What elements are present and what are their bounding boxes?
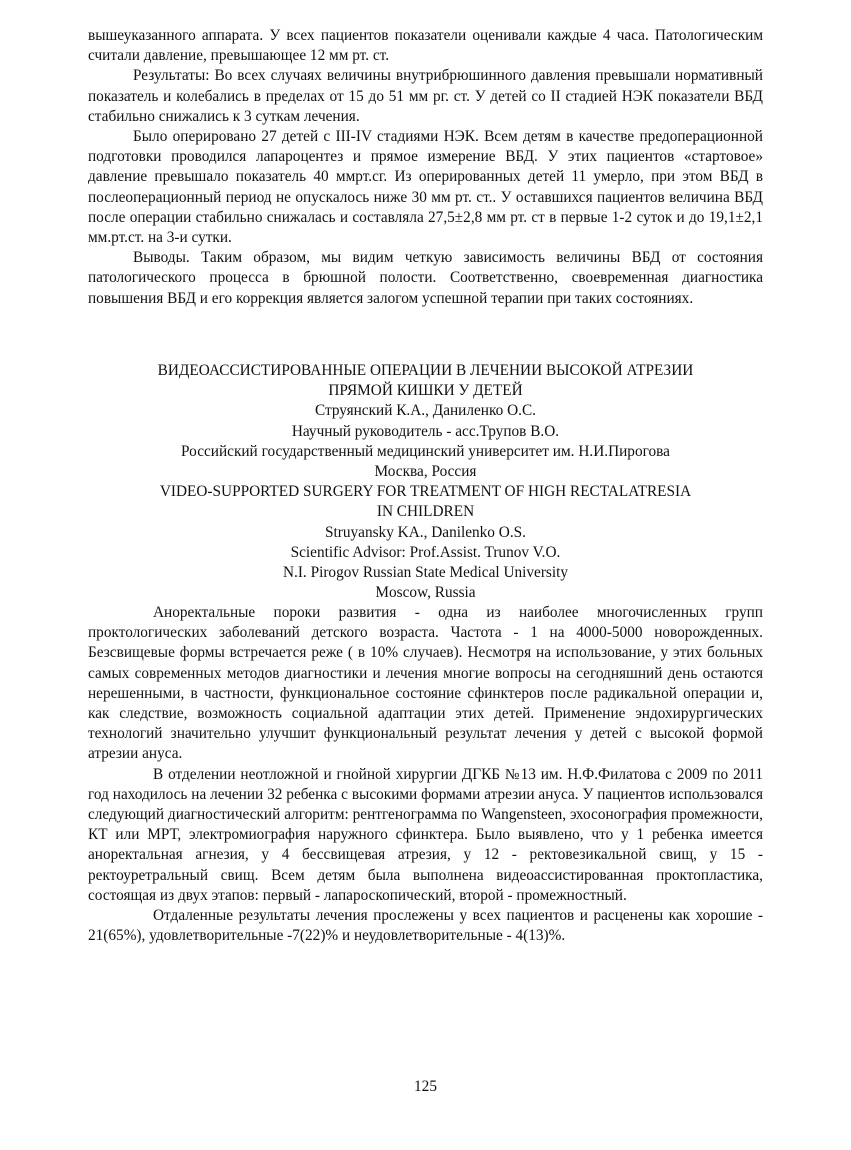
title-en-line-1: VIDEO-SUPPORTED SURGERY FOR TREATMENT OF HIGH RECTALATRESIA <box>159 483 692 501</box>
university-en: N.I. Pirogov Russian State Medical University <box>282 564 569 582</box>
authors-en: Struyansky KA., Danilenko O.S. <box>325 523 526 541</box>
paragraph-conclusions: Выводы. Таким образом, мы видим четкую зависимость величины ВБД от состояния патологического процесса в брюшной полости. Соответственно, своевременная диагностика повышения ВБД и его коррекция является залогом успешной терапии при таких состояниях. <box>88 249 763 307</box>
title-ru-line-1: ВИДЕОАССИСТИРОВАННЫЕ ОПЕРАЦИИ В ЛЕЧЕНИИ ВЫСОКОЙ АТРЕЗИИ <box>157 362 694 379</box>
advisor-ru: Научный руководитель - асс.Трупов В.О. <box>291 422 560 440</box>
paragraph-results: Результаты: Во всех случаях величины внутрибрюшинного давления превышали нормативный показатель и колебались в пределах от 15 до 51 мм рг. ст. У детей со II стадией НЭК показатели ВБД стабильно снижались к 3 суткам лечения. <box>88 67 763 125</box>
article-header <box>88 361 763 603</box>
article-body <box>88 603 763 946</box>
paragraph-outcomes: Отдаленные результаты лечения прослежены у всех пациентов и расценены как хорошие - 21(65%), удовлетворительные -7(22)% и неудовлетворительные - 4(13)%. <box>88 907 763 945</box>
title-en-line-2: IN CHILDREN <box>376 503 475 521</box>
paragraph-patients: В отделении неотложной и гнойной хирургии ДГКБ №13 им. Н.Ф.Филатова с 2009 по 2011 год находилось на лечении 32 ребенка с высокими формами атрезии ануса. У пациентов использовался следующий диагностический алгоритм: рентгенограмма по Wangensteen, эхосонография промежности, КТ или МРТ, электромиография наружного сфинктера. Было выявлено, что у 1 ребенка имеется аноректальная агнезия, у 4 бессвищевая атрезия, у 12 - ректовезикальной свищ, у 15 - ректоуретральный свищ. Всем детям была выполнена видеоассистированная проктопластика, состоящая из двух этапов: первый - лапароскопический, второй - промежностный. <box>88 765 763 904</box>
paragraph-surgery: Было оперировано 27 детей с III-IV стадиями НЭК. Всем детям в качестве предоперационной подготовки проводился лапароцентез и прямое измерение ВБД. У этих пациентов «стартовое» давление превышало показатель 40 ммрт.сг. Из оперированных детей 11 умерло, при этом ВБД в послеоперационный период не опускалось ниже 30 мм рт. ст.. У оставшихся пациентов величина ВБД после операции стабильно снижалась и составляла 27,5±2,8 мм рт. ст в первые 1-2 суток и до 19,1±2,1 мм.рт.ст. на 3-и сутки. <box>88 128 763 247</box>
paragraph-methods-end: вышеуказанного аппарата. У всех пациентов показатели оценивали каждые 4 часа. Патологическим считали давление, превышающее 12 мм рт. ст. <box>88 27 763 65</box>
city-ru: Москва, Россия <box>374 463 477 481</box>
title-ru-line-2: ПРЯМОЙ КИШКИ У ДЕТЕЙ <box>328 382 523 400</box>
article-title-en <box>88 482 763 522</box>
university-ru: Российский государственный медицинский университет им. Н.И.Пирогова <box>181 442 670 460</box>
page-number: 125 <box>414 1078 437 1095</box>
advisor-en: Scientific Advisor: Prof.Assist. Trunov V.O. <box>290 543 561 561</box>
paragraph-intro: Аноректальные пороки развития - одна из наиболее многочисленных групп проктологических заболеваний детского возраста. Частота - 1 на 4000-5000 новорожденных. Безсвищевые формы встречается реже ( в 10% случаев). Несмотря на использование, у этих больных самых современных методов диагностики и лечения многие вопросы на сегодняшний день остаются нерешенными, в частности, функциональное состояние сфинктеров после радикальной операции и, как следствие, возможность социальной адаптации этих детей. Применение эндохирургических технологий значительно улучшит функциональный результат лечения у детей с высокой формой атрезии ануса. <box>88 604 763 763</box>
authors-ru: Струянский К.А., Даниленко О.С. <box>314 402 536 420</box>
previous-article-ending <box>88 26 763 309</box>
city-en: Moscow, Russia <box>375 584 476 602</box>
article-title-ru <box>88 361 763 401</box>
